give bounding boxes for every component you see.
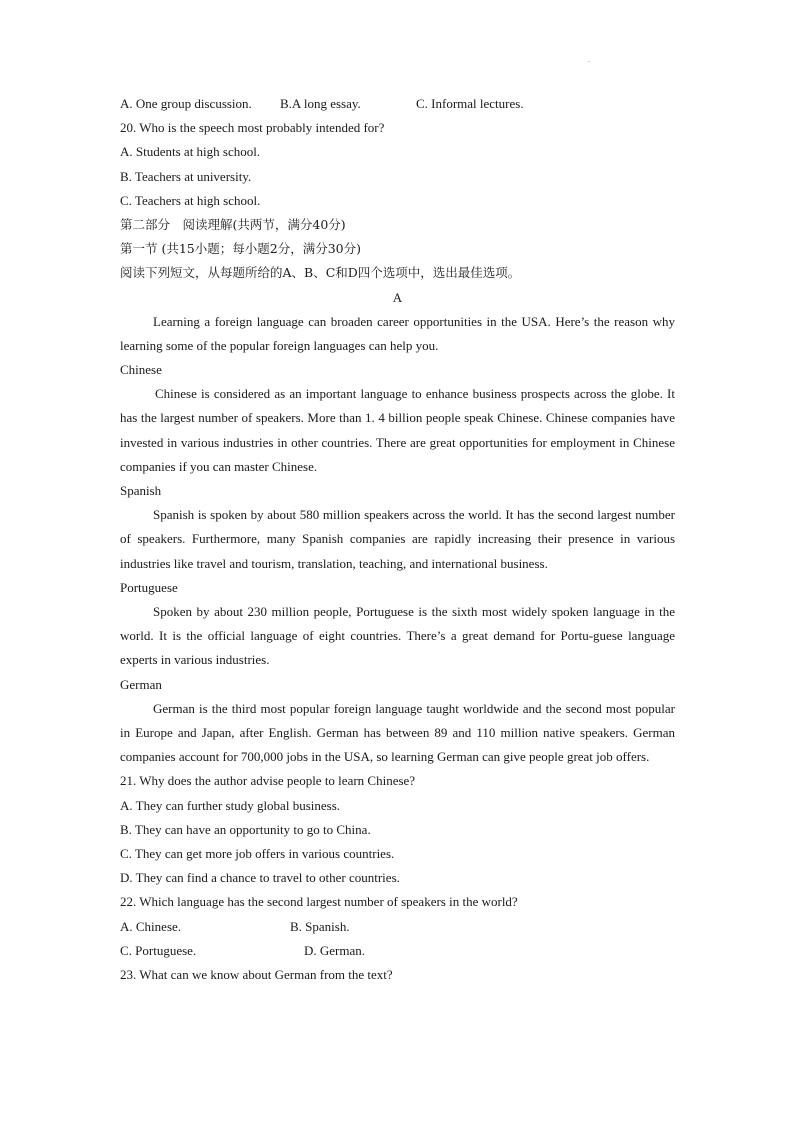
q22-option-b[interactable]: B. Spanish.	[290, 918, 350, 934]
q20-option-a[interactable]: A. Students at high school.	[120, 144, 261, 160]
exam-page	[120, 92, 675, 987]
reading-instruction: 阅读下列短文，从每题所给的A、B、C和D四个选项中，选出最佳选项。	[120, 265, 521, 281]
section-text-german: German is the third most popular foreign language taught worldwide and the second most popular in Europe and Japan, after English. German has between 89 and 110 million native speakers. German companies account for 700,000 jobs in the USA, so learning German can give people great job offers.	[120, 700, 675, 765]
section-heading-german: German	[120, 676, 162, 692]
q22-options-row-2	[120, 939, 675, 963]
passage-label: A	[392, 289, 403, 305]
section-heading-chinese: Chinese	[120, 362, 162, 378]
q22-option-a[interactable]: A. Chinese.	[120, 918, 182, 934]
q21-option-a[interactable]: A. They can further study global business.	[120, 797, 340, 813]
section-heading-spanish: Spanish	[120, 483, 162, 499]
q19-option-a[interactable]: A. One group discussion.	[120, 96, 252, 111]
q20-option-c[interactable]: C. Teachers at high school.	[120, 192, 261, 208]
q19-options	[120, 92, 675, 116]
q20-question: 20. Who is the speech most probably intended for?	[120, 120, 385, 136]
q23-question: 23. What can we know about German from the text?	[120, 966, 393, 982]
section-text-portuguese: Spoken by about 230 million people, Portuguese is the sixth most widely spoken language in the world. It is the official language of eight countries. There’s a great demand for Portu-guese language experts in various industries.	[120, 604, 675, 668]
q21-question: 21. Why does the author advise people to learn Chinese?	[120, 773, 416, 789]
q21-option-b[interactable]: B. They can have an opportunity to go to China.	[120, 821, 371, 837]
q22-options-row-1	[120, 915, 675, 939]
section-heading-portuguese: Portuguese	[120, 579, 178, 595]
q22-option-d[interactable]: D. German.	[304, 942, 366, 958]
page-marker-dot: .	[588, 55, 590, 64]
section-one-heading: 第一节 (共15小题；每小题2分，满分30分)	[120, 241, 361, 257]
q19-option-c[interactable]: C. Informal lectures.	[416, 96, 524, 111]
q21-option-d[interactable]: D. They can find a chance to travel to other countries.	[120, 870, 400, 886]
q22-question: 22. Which language has the second largest number of speakers in the world?	[120, 894, 518, 910]
q20-option-b[interactable]: B. Teachers at university.	[120, 168, 252, 184]
section-text-chinese: Chinese is considered as an important language to enhance business prospects across the globe. It has the largest number of speakers. More than 1. 4 billion people speak Chinese. Chinese companies have invested in various industries in other countries. There are great opportunities for employment in Chinese companies if you can master Chinese.	[120, 386, 675, 474]
q19-option-b[interactable]: B.A long essay.	[280, 96, 361, 111]
passage-intro: Learning a foreign language can broaden career opportunities in the USA. Here’s the reason why learning some of the popular foreign languages can help you.	[120, 313, 675, 353]
section-text-spanish: Spanish is spoken by about 580 million speakers across the world. It has the second largest number of speakers. Furthermore, many Spanish companies are rapidly increasing their presence in various industries like travel and tourism, translation, teaching, and international business.	[120, 507, 675, 571]
part-two-heading: 第二部分 阅读理解(共两节，满分40分)	[120, 216, 346, 232]
q22-option-c[interactable]: C. Portuguese.	[120, 942, 197, 958]
q21-option-c[interactable]: C. They can get more job offers in various countries.	[120, 846, 395, 862]
